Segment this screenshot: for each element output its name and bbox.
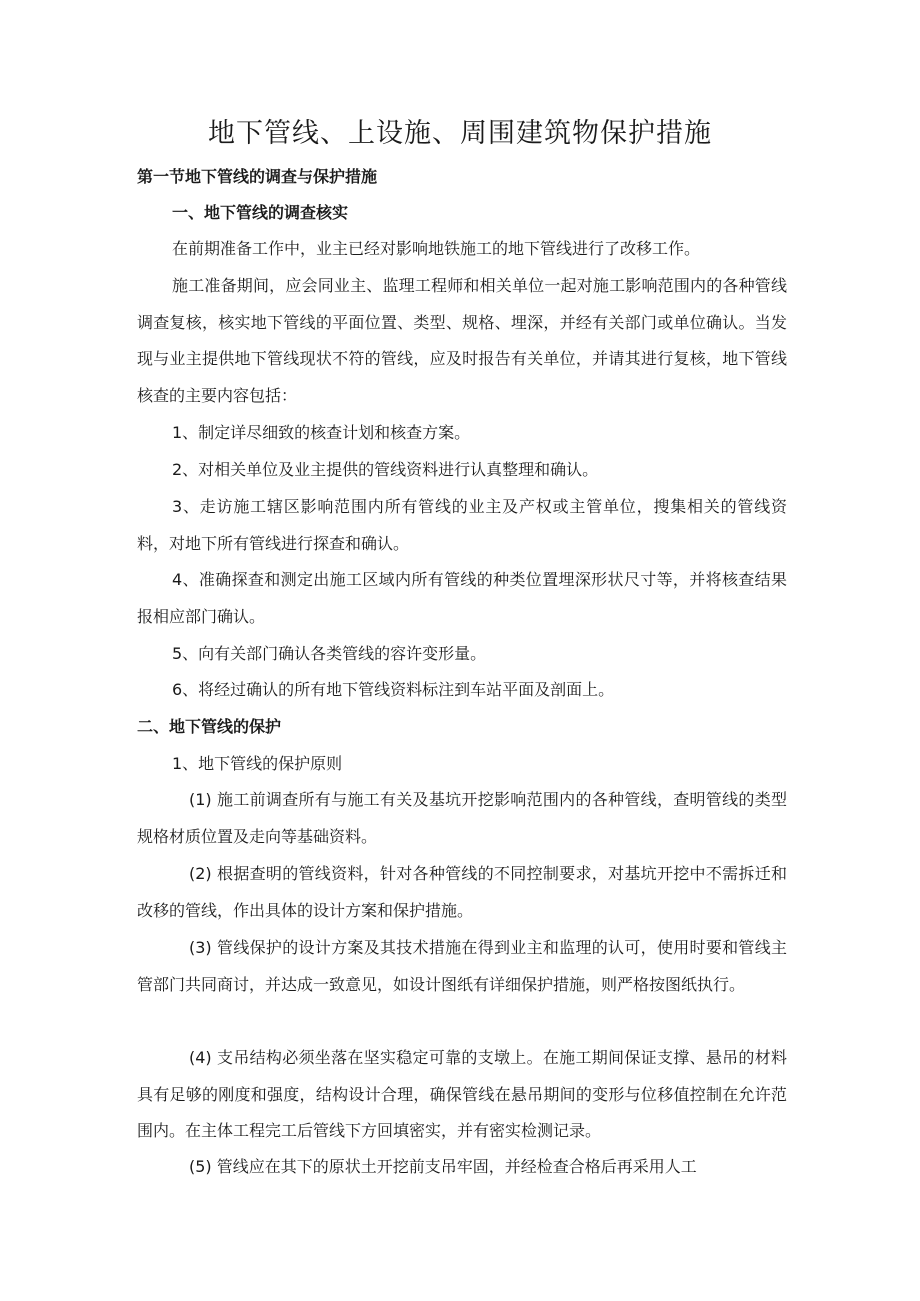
check-item-6: 6、将经过确认的所有地下管线资料标注到车站平面及剖面上。 [172,680,615,699]
principle-heading: 1、地下管线的保护原则 [172,754,343,773]
check-item-2: 2、对相关单位及业主提供的管线资料进行认真整理和确认。 [172,460,599,479]
paragraph-1: 在前期准备工作中，业主已经对影响地铁施工的地下管线进行了改移工作。 [172,239,701,258]
section-heading-2: 二、地下管线的保护 [137,717,282,736]
check-item-1: 1、制定详尽细致的核查计划和核查方案。 [172,423,471,442]
check-item-4: 4、准确探查和测定出施工区域内所有管线的种类位置埋深形状尺寸等，并将核查结果报相应部门确认。 [137,570,787,626]
principle-item-4: (4) 支吊结构必须坐落在坚实稳定可靠的支墩上。在施工期间保证支撑、悬吊的材料具有足够的刚度和强度，结构设计合理，确保管线在悬吊期间的变形与位移值控制在允许范围内。在主体工程完工后管线下方回填密实，并有密实检测记录。 [137,1048,787,1140]
check-item-3: 3、走访施工辖区影响范围内所有管线的业主及产权或主管单位，搜集相关的管线资料，对地下所有管线进行探查和确认。 [137,497,787,553]
subsection-heading-1: 一、地下管线的调查核实 [172,203,349,222]
principle-item-1: (1) 施工前调查所有与施工有关及基坑开挖影响范围内的各种管线，查明管线的类型规格材质位置及走向等基础资料。 [137,790,787,846]
paragraph-2: 施工准备期间，应会同业主、监理工程师和相关单位一起对施工影响范围内的各种管线调查复核，核实地下管线的平面位置、类型、规格、埋深，并经有关部门或单位确认。当发现与业主提供地下管线现状不符的管线，应及时报告有关单位，并请其进行复核，地下管线核查的主要内容包括： [137,276,787,405]
check-item-5: 5、向有关部门确认各类管线的容许变形量。 [172,644,487,663]
principle-item-5: (5) 管线应在其下的原状土开挖前支吊牢固，并经检查合格后再采用人工 [189,1157,697,1176]
principle-item-3: (3) 管线保护的设计方案及其技术措施在得到业主和监理的认可，使用时要和管线主管部门共同商讨，并达成一致意见，如设计图纸有详细保护措施，则严格按图纸执行。 [137,938,787,994]
document-title: 地下管线、上设施、周围建筑物保护措施 [208,118,712,149]
principle-item-2: (2) 根据查明的管线资料，针对各种管线的不同控制要求，对基坑开挖中不需拆迁和改移的管线，作出具体的设计方案和保护措施。 [137,864,787,920]
section-heading-1: 第一节地下管线的调查与保护措施 [137,167,378,186]
